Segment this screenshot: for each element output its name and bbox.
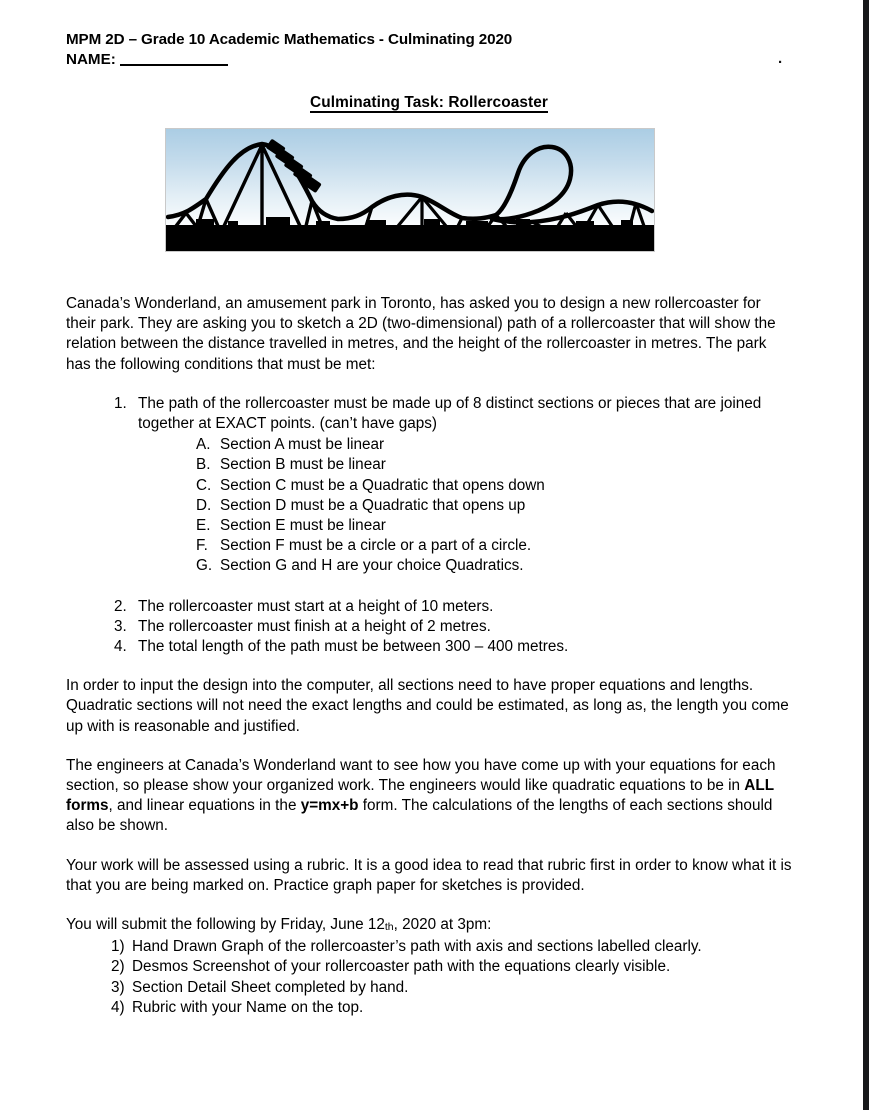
submission-text: Section Detail Sheet completed by hand. bbox=[132, 978, 409, 996]
subitem-letter: F. bbox=[196, 537, 208, 555]
subitem-g bbox=[196, 556, 792, 576]
subitem-text: Section C must be a Quadratic that opens down bbox=[220, 476, 545, 494]
condition-1-subitems bbox=[66, 435, 792, 576]
subitem-e bbox=[196, 516, 792, 536]
subitem-text: Section A must be linear bbox=[220, 436, 385, 454]
submission-item-3 bbox=[111, 978, 792, 998]
subitem-c bbox=[196, 476, 792, 496]
rubric-paragraph: Your work will be assessed using a rubric. It is a good idea to read that rubric first in order to know what it is that you are being marked on. Practice graph paper for sketches is provided. bbox=[66, 856, 792, 894]
submission-number: 3) bbox=[111, 978, 125, 996]
course-header: MPM 2D – Grade 10 Academic Mathematics - Culminating 2020 bbox=[66, 31, 513, 48]
engineers-text-part2: , and linear equations in the bbox=[108, 797, 301, 815]
condition-text: The rollercoaster must finish at a height of 2 metres. bbox=[138, 617, 491, 635]
subitem-a bbox=[196, 435, 792, 455]
page-title-text: Culminating Task: Rollercoaster bbox=[309, 94, 548, 111]
corner-mark: . bbox=[778, 50, 783, 67]
submission-number: 4) bbox=[111, 998, 125, 1016]
condition-item-3 bbox=[66, 617, 792, 637]
page-edge-strip bbox=[863, 0, 869, 1110]
submission-item-4 bbox=[111, 998, 792, 1018]
engineers-text-part3: form. The calculations of the lengths of each sections should also be shown. bbox=[66, 797, 773, 835]
conditions-list bbox=[66, 394, 792, 657]
subitem-letter: B. bbox=[196, 456, 211, 474]
submission-list bbox=[66, 937, 792, 1018]
subitem-text: Section D must be a Quadratic that opens up bbox=[220, 496, 526, 514]
subitem-letter: C. bbox=[196, 476, 212, 494]
condition-number: 4. bbox=[114, 638, 127, 656]
lengths-paragraph: In order to input the design into the computer, all sections need to have proper equations and lengths. Quadratic sections will not need the exact lengths and could be estimated, as long as, the length you come up with is reasonable and justified. bbox=[66, 677, 789, 735]
condition-text: The total length of the path must be between 300 – 400 metres. bbox=[138, 638, 569, 656]
intro-paragraph: Canada’s Wonderland, an amusement park in Toronto, has asked you to design a new rollercoaster for their park. They are asking you to sketch a 2D (two-dimensional) path of a rollercoaster that will show the relation between the distance travelled in metres, and the height of the rollercoaster in metres. The park has the following conditions that must be met: bbox=[66, 295, 776, 373]
subitem-letter: A. bbox=[196, 436, 211, 454]
submission-intro bbox=[66, 915, 792, 937]
submission-item-1 bbox=[111, 937, 792, 957]
submission-item-2 bbox=[111, 957, 792, 977]
condition-item-2 bbox=[66, 597, 792, 617]
subitem-d bbox=[196, 496, 792, 516]
name-label: NAME: bbox=[66, 51, 116, 68]
submission-intro-after: , 2020 at 3pm: bbox=[393, 916, 492, 934]
condition-item-4 bbox=[66, 637, 792, 657]
engineers-bold-all-forms: ALL forms bbox=[66, 777, 774, 815]
submission-date-ordinal: th bbox=[384, 921, 394, 934]
subitem-b bbox=[196, 455, 792, 475]
rollercoaster-image bbox=[165, 128, 655, 252]
page-title bbox=[66, 94, 792, 112]
subitem-f bbox=[196, 536, 792, 556]
name-blank-field[interactable] bbox=[120, 64, 228, 66]
engineers-bold-ymxb: y=mx+b bbox=[300, 797, 359, 815]
submission-number: 1) bbox=[111, 938, 125, 956]
condition-number: 2. bbox=[114, 597, 127, 615]
condition-text: The path of the rollercoaster must be made up of 8 distinct sections or pieces that are joined together at EXACT points. (can’t have gaps) bbox=[138, 394, 762, 433]
submission-text: Rubric with your Name on the top. bbox=[132, 998, 364, 1016]
subitem-letter: E. bbox=[196, 517, 211, 535]
engineers-text-part1: The engineers at Canada’s Wonderland want to see how you have come up with your equations for each section, so please show your organized work. The engineers would like quadratic equations to be in bbox=[66, 756, 776, 795]
subitem-text: Section B must be linear bbox=[220, 456, 386, 474]
document-content bbox=[66, 30, 792, 1018]
subitem-letter: D. bbox=[196, 496, 212, 514]
engineers-paragraph bbox=[66, 756, 792, 837]
submission-number: 2) bbox=[111, 958, 125, 976]
name-line bbox=[66, 50, 792, 70]
subitem-text: Section E must be linear bbox=[220, 517, 386, 535]
submission-text: Hand Drawn Graph of the rollercoaster’s path with axis and sections labelled clearly. bbox=[132, 938, 702, 956]
condition-number: 1. bbox=[114, 394, 127, 412]
submission-text: Desmos Screenshot of your rollercoaster path with the equations clearly visible. bbox=[132, 958, 671, 976]
conditions-2-4 bbox=[66, 597, 792, 658]
submission-intro-before: You will submit the following by Friday, June 12 bbox=[66, 916, 385, 934]
subitem-text: Section F must be a circle or a part of a circle. bbox=[220, 537, 532, 555]
condition-number: 3. bbox=[114, 617, 127, 635]
rollercoaster-silhouette-icon bbox=[166, 129, 654, 251]
subitem-text: Section G and H are your choice Quadratics. bbox=[220, 557, 524, 575]
subitem-letter: G. bbox=[196, 557, 213, 575]
coaster-train-icon bbox=[266, 139, 322, 194]
condition-item-1 bbox=[66, 394, 792, 434]
condition-text: The rollercoaster must start at a height of 10 meters. bbox=[138, 597, 494, 615]
